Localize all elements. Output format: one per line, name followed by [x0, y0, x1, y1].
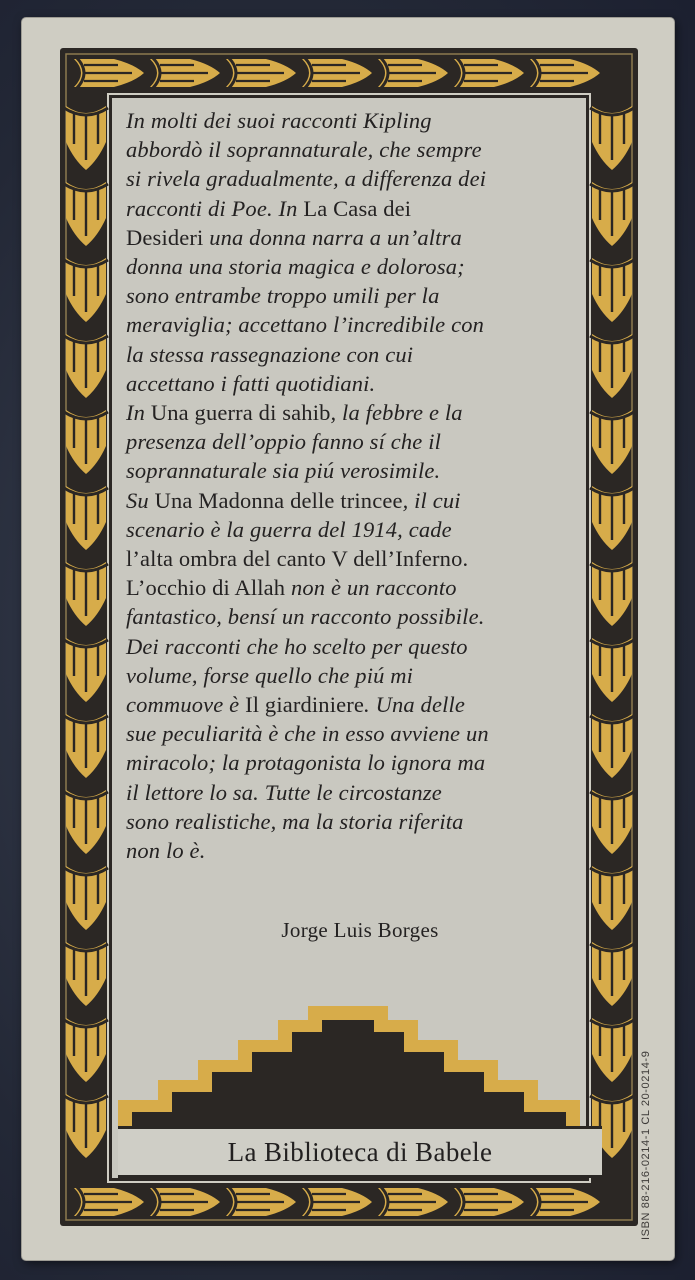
blurb-line — [126, 690, 602, 719]
blurb-line — [126, 602, 602, 631]
blurb-line — [126, 106, 602, 135]
blurb-text: , il cui — [402, 487, 461, 513]
blurb-text: sono realistiche, ma la storia riferita — [126, 808, 464, 834]
blurb-text: soprannaturale sia piú verosimile. — [126, 458, 441, 484]
blurb-line — [126, 135, 602, 164]
series-title-bar — [118, 1126, 602, 1178]
blurb-line — [126, 807, 602, 836]
back-cover-blurb — [126, 106, 602, 865]
blurb-line — [126, 836, 602, 865]
blurb-line — [126, 164, 602, 193]
blurb-text: racconti di Poe. In — [126, 195, 304, 221]
isbn-code: ISBN 88-216-0214-1 CL 20-0214-9 — [640, 1050, 652, 1240]
blurb-line — [126, 340, 602, 369]
blurb-text: donna una storia magica e dolorosa; — [126, 254, 465, 280]
blurb-line — [126, 544, 602, 573]
series-title: La Biblioteca di Babele — [227, 1136, 493, 1167]
story-title: Una Madonna delle trincee — [154, 487, 403, 513]
blurb-line — [126, 748, 602, 777]
story-title: Il giardiniere — [245, 692, 365, 718]
blurb-text: si rivela gradualmente, a differenza dei — [126, 166, 487, 192]
blurb-line — [126, 194, 602, 223]
blurb-text: abbordò il soprannaturale, che sempre — [126, 137, 482, 163]
blurb-text: sue peculiarità è che in esso avviene un — [126, 721, 489, 747]
blurb-line — [126, 661, 602, 690]
blurb-text: Su — [126, 487, 155, 513]
blurb-text: una donna narra a un’altra — [203, 224, 462, 250]
blurb-line — [126, 223, 602, 252]
blurb-line — [126, 310, 602, 339]
blurb-line — [126, 427, 602, 456]
blurb-text: In — [126, 400, 151, 426]
blurb-text: Dei racconti che ho scelto per questo — [126, 633, 468, 659]
story-title: l’alta ombra del canto V dell’Inferno. — [126, 546, 469, 572]
blurb-text: . Una delle — [364, 692, 466, 718]
blurb-line — [126, 398, 602, 427]
blurb-line — [126, 456, 602, 485]
blurb-text: presenza dell’oppio fanno sí che il — [126, 429, 441, 455]
blurb-text: commuove è — [126, 692, 246, 718]
blurb-text: scenario è la guerra del 1914, cade — [126, 516, 452, 542]
blurb-text: fantastico, bensí un racconto possibile. — [126, 604, 485, 630]
blurb-line — [126, 252, 602, 281]
blurb-line — [126, 515, 602, 544]
blurb-text: non lo è. — [126, 838, 206, 864]
author-signature: Jorge Luis Borges — [281, 918, 439, 942]
blurb-line — [126, 719, 602, 748]
story-title: Una guerra di sahib — [150, 400, 331, 426]
blurb-text: In molti dei suoi racconti Kipling — [126, 108, 432, 133]
story-title: Desideri — [126, 224, 204, 250]
blurb-line — [126, 369, 602, 398]
blurb-line — [126, 486, 602, 515]
blurb-line — [126, 632, 602, 661]
blurb-text: il lettore lo sa. Tutte le circostanze — [126, 779, 442, 805]
blurb-text: meraviglia; accettano l’incredibile con — [126, 312, 485, 338]
blurb-text: volume, forse quello che piú mi — [126, 662, 414, 688]
blurb-text: , la febbre e la — [330, 400, 463, 426]
blurb-line — [126, 281, 602, 310]
blurb-line — [126, 573, 602, 602]
story-title: La Casa dei — [303, 195, 412, 221]
blurb-text: sono entrambe troppo umili per la — [126, 283, 440, 309]
blurb-text: accettano i fatti quotidiani. — [126, 370, 376, 396]
blurb-text: non è un racconto — [285, 575, 457, 601]
blurb-text: la stessa rassegnazione con cui — [126, 341, 414, 367]
story-title: L’occhio di Allah — [126, 575, 286, 601]
blurb-line — [126, 778, 602, 807]
blurb-text: miracolo; la protagonista lo ignora ma — [126, 750, 486, 776]
